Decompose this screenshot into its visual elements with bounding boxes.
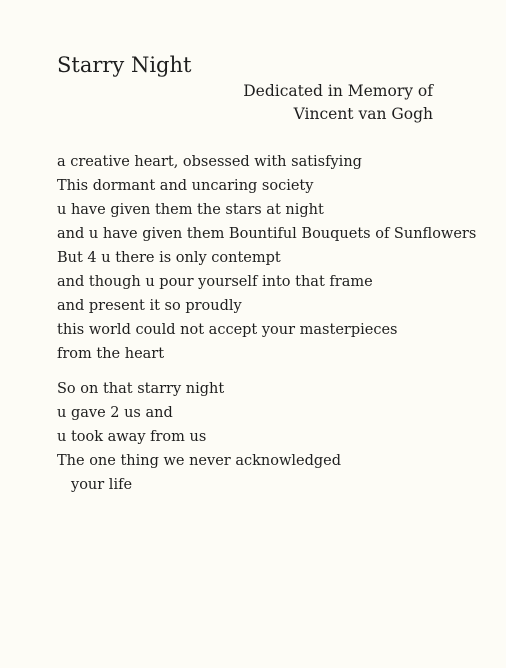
stanza-1 [57, 150, 476, 366]
dedication [243, 80, 433, 126]
poem-line: and u have given them Bountiful Bouquets of Sunflowers [57, 226, 477, 242]
poem-line: and present it so proudly [57, 298, 242, 314]
stanza-2 [57, 377, 341, 497]
poem-line: u gave 2 us and [57, 405, 173, 421]
poem-line: This dormant and uncaring society [57, 178, 314, 194]
poem-line: But 4 u there is only contempt [57, 250, 281, 266]
dedication-line: Dedicated in Memory of [243, 82, 433, 100]
dedication-line: Vincent van Gogh [293, 105, 433, 123]
poem-line: a creative heart, obsessed with satisfying [57, 154, 362, 170]
poem-title: Starry Night [57, 53, 192, 77]
poem-line: this world could not accept your masterpieces [57, 322, 398, 338]
poem-line: and though u pour yourself into that frame [57, 274, 373, 290]
poem-line: So on that starry night [57, 381, 225, 397]
poem-line: your life [71, 477, 133, 493]
poem-line: from the heart [57, 346, 165, 362]
poem-line: u took away from us [57, 429, 207, 445]
poem-line: The one thing we never acknowledged [57, 453, 342, 469]
poem-line: u have given them the stars at night [57, 202, 324, 218]
